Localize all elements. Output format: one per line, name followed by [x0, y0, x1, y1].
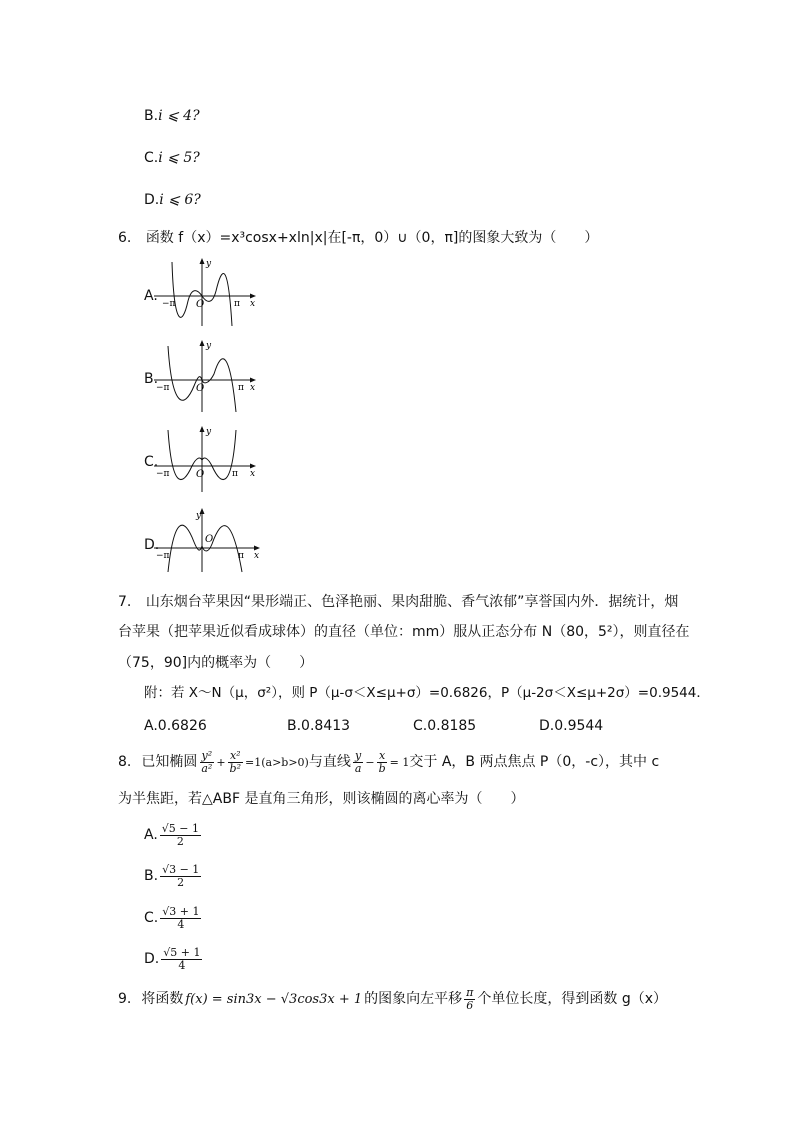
ellipse-condition: =1(a>b>0): [245, 755, 309, 769]
q8-option-d: [144, 942, 204, 976]
ellipse-term-y: [199, 750, 214, 774]
option-label: D.: [144, 537, 160, 553]
q8-line-2: [118, 792, 524, 806]
denominator: 4: [178, 958, 186, 972]
neg-pi-label: −π: [162, 299, 176, 309]
x-axis-label: x: [250, 469, 256, 479]
y-axis-label: y: [206, 427, 212, 437]
y-axis-label: y: [206, 341, 212, 351]
line-rhs: = 1: [389, 755, 410, 769]
question-text: 已知椭圆: [141, 754, 198, 770]
y-axis-label: y: [196, 511, 202, 521]
question-text: 与直线: [308, 754, 351, 770]
line-term-y: [353, 750, 364, 774]
denominator: b²: [229, 761, 241, 775]
option-label: C.: [144, 150, 159, 166]
q5-option-d: [144, 193, 201, 207]
q6-option-b-graph: [150, 338, 260, 414]
q7-note: [144, 687, 710, 701]
q5-option-b: [144, 109, 200, 123]
q6-option-d-graph: [150, 506, 264, 574]
question-text: 为半焦距，若△ABF 是直角三角形，则该椭圆的离心率为（ ）: [118, 791, 525, 807]
question-text: 台苹果（把苹果近似看成球体）的直径（单位：mm）服从正态分布 N（80，5²），则直径在: [118, 624, 690, 640]
option-expr: i ⩽ 6?: [159, 192, 201, 208]
x-axis-label: x: [250, 299, 256, 309]
origin-label: O: [196, 469, 205, 480]
denominator: 2: [177, 875, 185, 889]
pi-label: π: [232, 469, 238, 479]
option-label: A.: [144, 827, 158, 843]
option-text: C.0.8185: [413, 718, 477, 734]
q7-option-a: [144, 719, 207, 733]
option-text: B.0.8413: [287, 718, 351, 734]
q7-option-c: [413, 719, 476, 733]
option-label: D.: [144, 951, 160, 967]
q7-option-d: [539, 719, 603, 733]
q8-option-c: [144, 901, 203, 935]
option-label: B.: [144, 108, 159, 124]
question-number: 7.: [118, 594, 132, 610]
question-number: 9.: [118, 991, 132, 1007]
q7-line-3: [118, 656, 313, 670]
origin-label: O: [196, 383, 205, 394]
line-term-x: [377, 750, 388, 774]
x-axis-label: x: [254, 551, 260, 561]
q7-line-1: [118, 595, 678, 609]
option-label: B.: [144, 868, 159, 884]
q8-option-b: [144, 859, 203, 893]
numerator: x: [379, 748, 386, 762]
numerator: √5 − 1: [161, 821, 199, 835]
question-number: 8.: [118, 754, 132, 770]
function-expression: f(x) = sin3x − √3cos3x + 1: [185, 991, 363, 1007]
q6-option-c-graph: [150, 424, 260, 494]
denominator: b: [378, 761, 386, 775]
numerator: √3 − 1: [162, 862, 200, 876]
option-expr: i ⩽ 5?: [158, 150, 200, 166]
q8-line-1: 8. 已知椭圆 $\frac{\text{y²}}{\text{a²}}$ + $\frac{\text{x²}}{\text{b²}}$ =1(a>b>0) 与直线 $\frac{y}{a}$ − $\frac{x}{b}$ = 1 交于 A，B 两点焦点 P（0，-c），其中 c: [118, 748, 660, 775]
shift-fraction: [464, 987, 475, 1011]
neg-pi-label: −π: [156, 551, 170, 561]
numerator: √5 + 1: [163, 945, 201, 959]
option-text: D.0.9544: [539, 718, 604, 734]
option-label: D.: [144, 192, 160, 208]
option-label: C.: [144, 910, 159, 926]
question-text: （75，90]内的概率为（ ）: [118, 655, 314, 671]
option-label: B.: [144, 371, 159, 387]
question-text: 个单位长度，得到函数 g（x）: [477, 991, 667, 1007]
numerator: y²: [201, 748, 213, 762]
pi-label: π: [238, 383, 244, 393]
question-text: 的图象向左平移: [364, 991, 463, 1007]
x-axis-label: x: [250, 383, 256, 393]
neg-pi-label: −π: [156, 469, 170, 479]
q8-option-a: [144, 818, 203, 852]
option-label: A.: [144, 288, 158, 304]
denominator: a²: [201, 761, 213, 775]
denominator: 4: [177, 917, 185, 931]
q6-option-a-graph: [150, 256, 260, 328]
numerator: √3 + 1: [162, 904, 200, 918]
denominator: 2: [176, 834, 184, 848]
denominator: a: [354, 761, 362, 775]
note-text: 附：若 X～N（μ，σ²），则 P（μ-σ＜X≤μ+σ）=0.6826，P（μ-2σ＜X≤μ+2σ）=0.9544．: [144, 685, 710, 701]
option-fraction: [160, 823, 201, 847]
numerator: x²: [229, 748, 241, 762]
pi-label: π: [238, 551, 244, 561]
q9-line-1: [118, 981, 667, 1017]
option-fraction: [161, 947, 202, 971]
origin-label: O: [205, 534, 214, 545]
question-text: 将函数: [141, 991, 184, 1007]
option-fraction: [160, 906, 201, 930]
q5-option-c: [144, 151, 200, 165]
q7-line-2: [118, 625, 690, 639]
q7-option-b: [287, 719, 350, 733]
question-text: 函数 f（x）=x³cosx+xln|x|在[-π，0）∪（0，π]的图象大致为（ ）: [145, 230, 599, 246]
question-text: 交于 A，B 两点焦点 P（0，-c），其中 c: [409, 754, 660, 770]
numerator: y: [355, 748, 362, 762]
y-axis-label: y: [206, 259, 212, 269]
option-label: C.: [144, 454, 159, 470]
neg-pi-label: −π: [156, 383, 170, 393]
origin-label: O: [196, 299, 205, 310]
q6-stem: [118, 231, 598, 245]
ellipse-term-x: [228, 750, 243, 774]
option-fraction: [160, 864, 201, 888]
option-expr: i ⩽ 4?: [158, 108, 200, 124]
question-text: 山东烟台苹果因“果形端正、色泽艳丽、果肉甜脆、香气浓郁”享誉国内外．据统计，烟: [145, 594, 679, 610]
pi-label: π: [234, 299, 240, 309]
option-text: A.0.6826: [144, 718, 207, 734]
question-number: 6.: [118, 230, 132, 246]
denominator: 6: [466, 998, 474, 1012]
numerator: π: [466, 985, 474, 999]
